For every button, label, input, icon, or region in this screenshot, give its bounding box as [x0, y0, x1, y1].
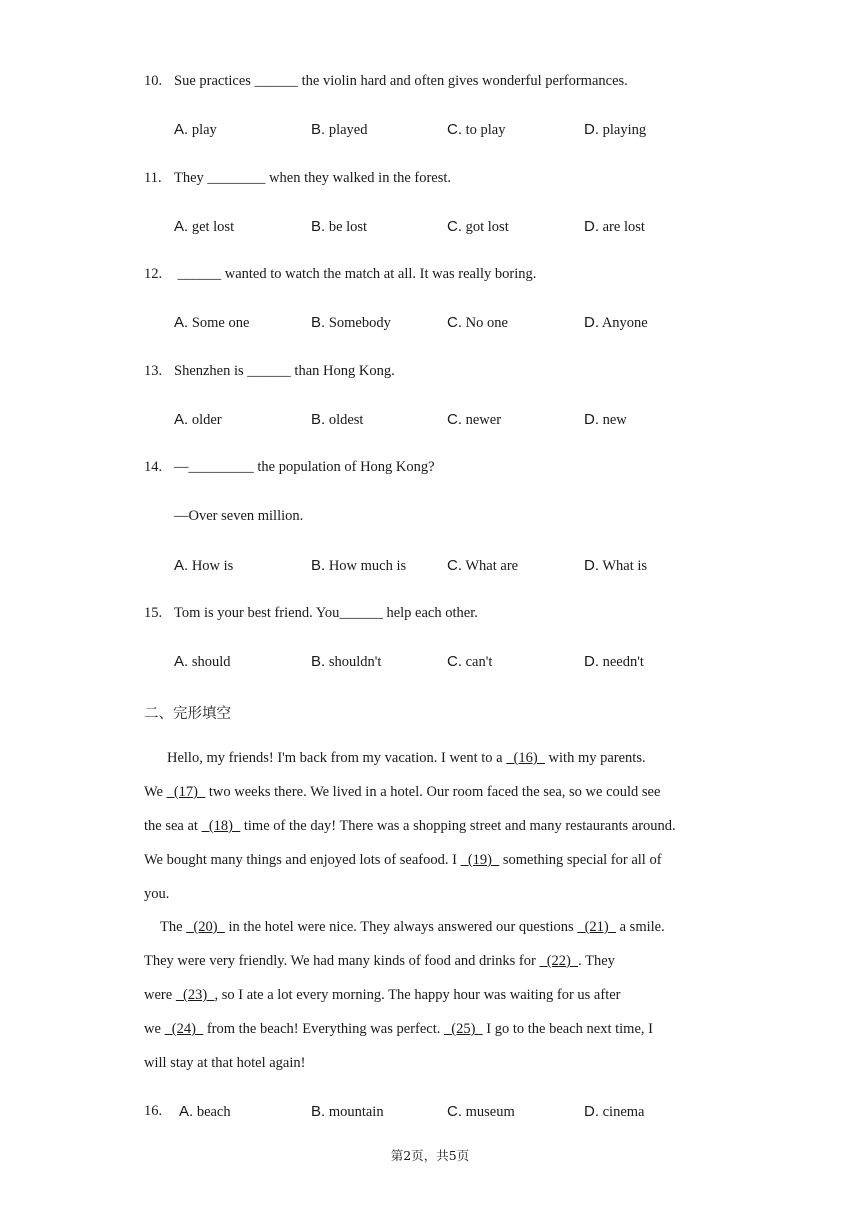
question-12-options [174, 314, 734, 334]
option-d[interactable]: D. playing [584, 121, 647, 138]
question-12-stem: 12. ______ wanted to watch the match at all. It was really boring. [144, 266, 537, 282]
option-d[interactable]: D. needn't [584, 653, 644, 670]
question-16-num: 16. [144, 1103, 163, 1119]
option-a[interactable]: A. How is [174, 557, 234, 574]
passage-line: the sea at (18) time of the day! There was a shopping street and many restaurants around. [144, 818, 676, 834]
blank-25: (25) [443, 1021, 483, 1037]
passage-line: Hello, my friends! I'm back from my vacation. I went to a (16) with my parents. [167, 750, 646, 766]
passage-line: We bought many things and enjoyed lots of seafood. I (19) something special for all of [144, 852, 662, 868]
page-footer: 第2页，共5页 [390, 1148, 470, 1163]
option-d[interactable]: D. are lost [584, 218, 645, 235]
question-15-options [174, 653, 734, 673]
section-title: 二、完形填空 [144, 706, 231, 722]
option-b[interactable]: B. played [311, 121, 368, 138]
question-11-stem: 11. They ________ when they walked in the forest. [144, 170, 452, 186]
option-a[interactable]: A. beach [179, 1103, 231, 1120]
option-d[interactable]: D. What is [584, 557, 648, 574]
option-b[interactable]: B. be lost [311, 218, 368, 235]
option-b[interactable]: B. mountain [311, 1103, 384, 1120]
question-13-options [174, 411, 734, 431]
question-13-stem: 13. Shenzhen is ______ than Hong Kong. [144, 363, 395, 379]
blank-24: (24) [164, 1021, 204, 1037]
blank-22: (22) [539, 953, 579, 969]
question-15-stem: 15. Tom is your best friend. You______ help each other. [144, 605, 478, 621]
option-c[interactable]: C. to play [447, 121, 506, 138]
passage-line: you. [144, 886, 170, 902]
option-b[interactable]: B. Somebody [311, 314, 391, 331]
passage-line: will stay at that hotel again! [144, 1055, 306, 1071]
question-11-options [174, 218, 734, 238]
option-c[interactable]: C. What are [447, 557, 519, 574]
blank-16: (16) [506, 750, 545, 766]
option-b[interactable]: B. shouldn't [311, 653, 382, 670]
option-a[interactable]: A. older [174, 411, 222, 428]
blank-23: (23) [175, 987, 215, 1003]
option-a[interactable]: A. should [174, 653, 231, 670]
question-10-stem: 10. Sue practices ______ the violin hard and often gives wonderful performances. [144, 73, 628, 89]
option-c[interactable]: C. No one [447, 314, 508, 331]
option-d[interactable]: D. Anyone [584, 314, 648, 331]
option-d[interactable]: D. cinema [584, 1103, 645, 1120]
option-b[interactable]: B. oldest [311, 411, 364, 428]
question-14-options [174, 557, 734, 577]
blank-20: (20) [186, 919, 225, 935]
question-16-options [179, 1103, 739, 1123]
passage-line: We (17) two weeks there. We lived in a hotel. Our room faced the sea, so we could see [144, 784, 661, 800]
option-b[interactable]: B. How much is [311, 557, 407, 574]
question-10-options [174, 121, 734, 141]
blank-17: (17) [166, 784, 206, 800]
option-a[interactable]: A. Some one [174, 314, 250, 331]
option-d[interactable]: D. new [584, 411, 627, 428]
option-c[interactable]: C. museum [447, 1103, 515, 1120]
blank-19: (19) [460, 852, 500, 868]
option-c[interactable]: C. got lost [447, 218, 509, 235]
option-c[interactable]: C. newer [447, 411, 502, 428]
question-14-stem: 14. —_________ the population of Hong Kong? [144, 459, 435, 475]
option-c[interactable]: C. can't [447, 653, 493, 670]
passage-line: They were very friendly. We had many kinds of food and drinks for (22) . They [144, 953, 615, 969]
blank-18: (18) [201, 818, 241, 834]
passage-line: were (23) , so I ate a lot every morning. The happy hour was waiting for us after [144, 987, 621, 1003]
blank-21: (21) [577, 919, 616, 935]
passage-line: we (24) from the beach! Everything was perfect. (25) I go to the beach next time, I [144, 1021, 653, 1037]
passage-line: The (20) in the hotel were nice. They always answered our questions (21) a smile. [160, 919, 665, 935]
question-14-response: —Over seven million. [174, 508, 304, 524]
option-a[interactable]: A. get lost [174, 218, 235, 235]
option-a[interactable]: A. play [174, 121, 217, 138]
